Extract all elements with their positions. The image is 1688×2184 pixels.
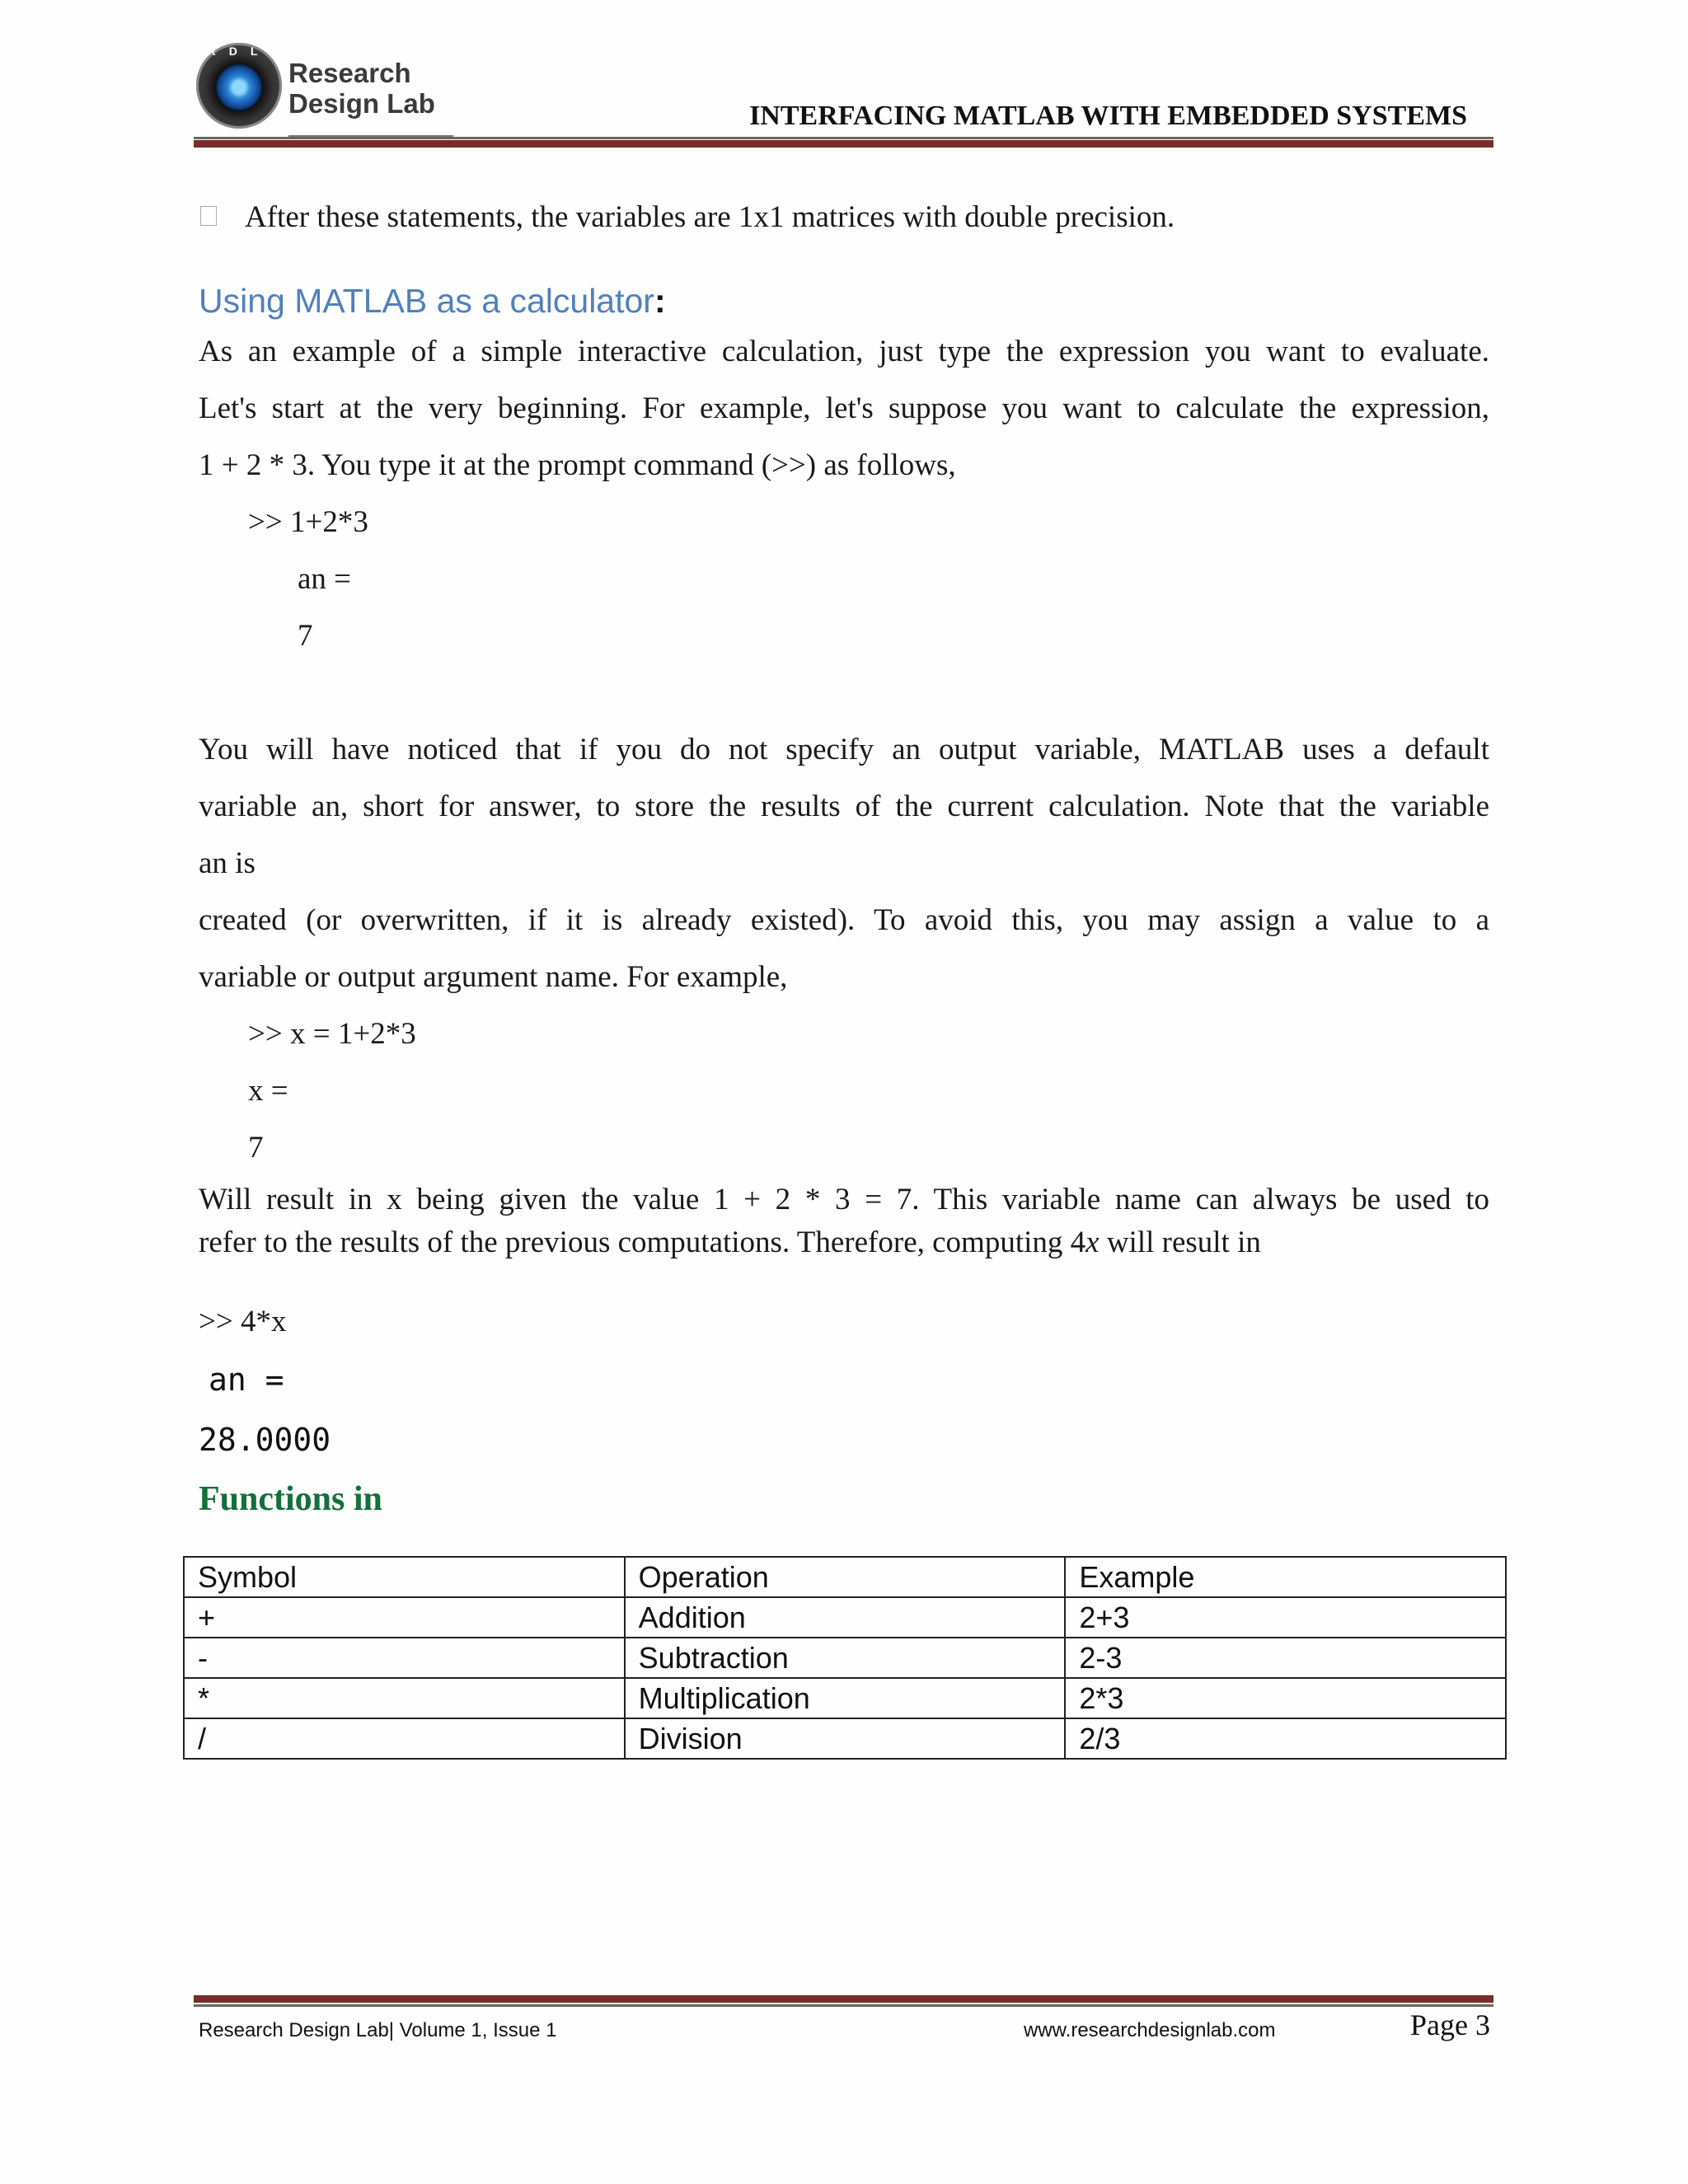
code-output-value: 28.0000 <box>199 1422 331 1458</box>
code-output-value: 7 <box>248 1131 264 1165</box>
operators-table <box>183 1556 1507 1760</box>
heading-colon: : <box>654 282 666 320</box>
table-cell: - <box>184 1638 625 1678</box>
code-prompt: >> 4*x <box>199 1305 287 1338</box>
logo-line-2: Design Lab <box>288 88 435 119</box>
code-prompt: >> x = 1+2*3 <box>248 1017 416 1051</box>
table-cell: Division <box>625 1718 1066 1759</box>
table-cell: 2/3 <box>1065 1718 1506 1759</box>
document-header-title: INTERFACING MATLAB WITH EMBEDDED SYSTEMS <box>749 101 1467 131</box>
header-rule-thin <box>194 137 1493 139</box>
logo-line-1: Research <box>288 58 411 88</box>
table-cell: Multiplication <box>625 1678 1066 1718</box>
section-heading-functions: Functions in <box>199 1480 382 1518</box>
table-header-cell: Symbol <box>184 1557 625 1597</box>
bullet-text: After these statements, the variables are 1x1 matrices with double precision. <box>245 200 1175 234</box>
table-cell: + <box>184 1597 625 1638</box>
table-cell: 2-3 <box>1065 1638 1506 1678</box>
paragraph-line: created (or overwritten, if it is already existed). To avoid this, you may assign a value to a <box>199 903 1489 937</box>
table-cell: * <box>184 1678 625 1718</box>
footer-website: www.researchdesignlab.com <box>1024 2019 1276 2041</box>
table-cell: 2+3 <box>1065 1597 1506 1638</box>
table-cell: 2*3 <box>1065 1678 1506 1718</box>
table-header-cell: Operation <box>625 1557 1066 1597</box>
logo-text <box>288 58 470 119</box>
paragraph-line: variable or output argument name. For example, <box>199 960 788 994</box>
table-header-cell: Example <box>1065 1557 1506 1597</box>
table-header-row <box>184 1557 1506 1597</box>
footer-publication: Research Design Lab| Volume 1, Issue 1 <box>199 2019 557 2041</box>
code-prompt: >> 1+2*3 <box>248 505 368 539</box>
code-output-label: x = <box>248 1074 288 1108</box>
paragraph-line: As an example of a simple interactive calculation, just type the expression you want to evaluate. <box>199 335 1489 368</box>
header-rule-thick <box>194 140 1493 148</box>
paragraph-line: variable an, short for answer, to store the results of the current calculation. Note that the variable <box>199 790 1489 823</box>
table-row <box>184 1678 1506 1718</box>
paragraph-line: refer to the results of the previous computations. Therefore, computing 4x will result in <box>199 1226 1261 1259</box>
logo-letters: RDL <box>207 45 271 58</box>
paragraph-line: Will result in x being given the value 1 + 2 * 3 = 7. This variable name can always be used to <box>199 1183 1489 1216</box>
paragraph-line: You will have noticed that if you do not specify an output variable, MATLAB uses a default <box>199 733 1489 766</box>
section-heading-calculator <box>199 282 666 321</box>
bullet-glyph-icon <box>200 206 217 226</box>
footer-rule-thick <box>194 1995 1493 2003</box>
paragraph-line: an is <box>199 846 256 880</box>
code-output-label: an = <box>298 562 352 596</box>
code-output-value: 7 <box>298 619 313 653</box>
page-number: Page 3 <box>1410 2008 1490 2041</box>
table-row <box>184 1718 1506 1759</box>
code-output-label: an = <box>209 1361 284 1398</box>
table-cell: Subtraction <box>625 1638 1066 1678</box>
table-cell: / <box>184 1718 625 1759</box>
table-row <box>184 1638 1506 1678</box>
footer-rule-thin <box>194 2004 1493 2007</box>
table-row <box>184 1597 1506 1638</box>
paragraph-line: 1 + 2 * 3. You type it at the prompt command (>>) as follows, <box>199 448 956 482</box>
paragraph-line: Let's start at the very beginning. For example, let's suppose you want to calculate the expression, <box>199 391 1489 425</box>
table-cell: Addition <box>625 1597 1066 1638</box>
heading-text: Using MATLAB as a calculator <box>199 282 654 320</box>
